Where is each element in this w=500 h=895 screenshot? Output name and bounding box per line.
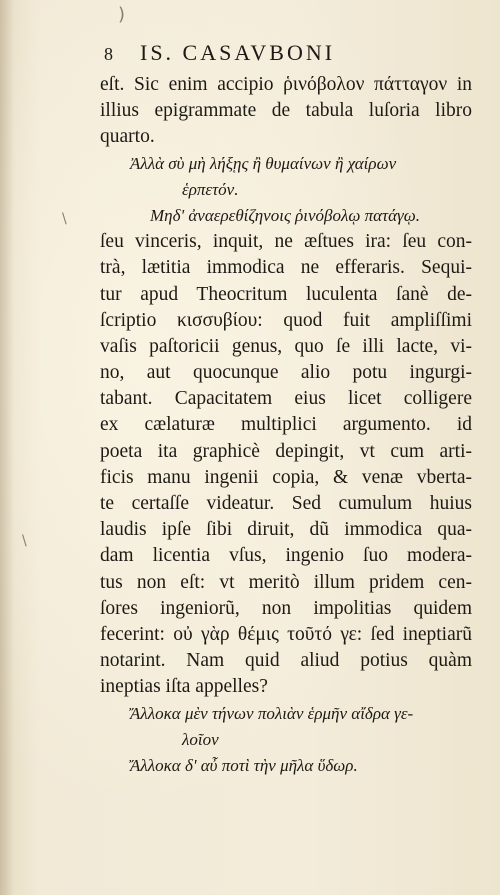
- text-line: laudis ipſe ſibi diruit, dũ immodica qua-: [100, 519, 472, 541]
- page-number: 8: [104, 44, 113, 64]
- running-head: [100, 40, 472, 72]
- text-line: trà, lætitia immodica ne efferaris. Sequi-: [100, 257, 472, 279]
- greek-verse-line: Ἄλλοκα δ' αὖ ποτὶ τὴν μῆλα ὕδωρ.: [130, 755, 358, 775]
- text-line: poeta ita graphicè depingit, vt cum arti-: [100, 440, 472, 462]
- text-line: ineptias iſta appelles?: [100, 676, 268, 698]
- text-block: [100, 40, 472, 779]
- text-line: dam licentia vſus, ingenio ſuo modera-: [100, 545, 472, 567]
- running-title: IS. CASAVBONI: [140, 40, 336, 65]
- text-line: te certaſſe videatur. Sed cumulum huius: [100, 493, 472, 514]
- text-line: no, aut quocunque alio potu ingurgi-: [100, 362, 472, 384]
- greek-verse-line: ἑρπετόν.: [182, 179, 239, 199]
- gutter-shadow: [0, 0, 14, 895]
- text-line: notarint. Nam quid aliud potius quàm: [100, 650, 472, 672]
- greek-verse-line: Ἄλλοκα μὲν τήνων πολιὰν ἑρμῆν αἴδρα γε-: [130, 703, 414, 723]
- text-line: vaſis paſtoricii genus, quo ſe illi lacte, vi-: [100, 335, 472, 357]
- text-line: ſores ingeniorũ, non impolitias quidem: [100, 597, 472, 619]
- greek-verse-line: Μηδ' ἀναερεθίζηνοις ῥινόβολῳ πατάγῳ.: [150, 205, 420, 225]
- text-line: fecerint: οὐ γὰρ θέμις τοῦτό γε: ſed ineptiarũ: [100, 623, 472, 645]
- text-line: ex cælaturæ multiplici argumento. id: [100, 414, 472, 436]
- text-line: tus non eſt: vt meritò illum pridem cen-: [100, 571, 472, 593]
- margin-tick-mark: \: [62, 211, 67, 227]
- greek-verse-line: λοῖον: [182, 729, 219, 749]
- text-line: quarto.: [100, 126, 155, 148]
- text-line: ſeu vinceris, inquit, ne æſtues ira: ſeu con-: [100, 231, 472, 253]
- text-line: ſcriptio κισσυβίου: quod fuit ampliſſimi: [100, 309, 472, 331]
- text-line: ficis manu ingenii copia, & venæ vberta-: [100, 466, 472, 488]
- text-line: eſt. Sic enim accipio ῥινόβολον πάτταγον in: [100, 74, 472, 95]
- margin-tick-mark: \: [22, 533, 27, 549]
- text-line: illius epigrammate de tabula luſoria libro: [100, 100, 472, 122]
- margin-stroke-mark: ): [118, 4, 126, 25]
- text-line: tur apud Theocritum luculenta ſanè de-: [100, 283, 472, 305]
- text-line: tabant. Capacitatem eius licet colligere: [100, 388, 472, 410]
- greek-verse-line: Ἀλλὰ σὺ μὴ λήξῃς ἢ θυμαίνων ἢ χαίρων: [130, 153, 397, 173]
